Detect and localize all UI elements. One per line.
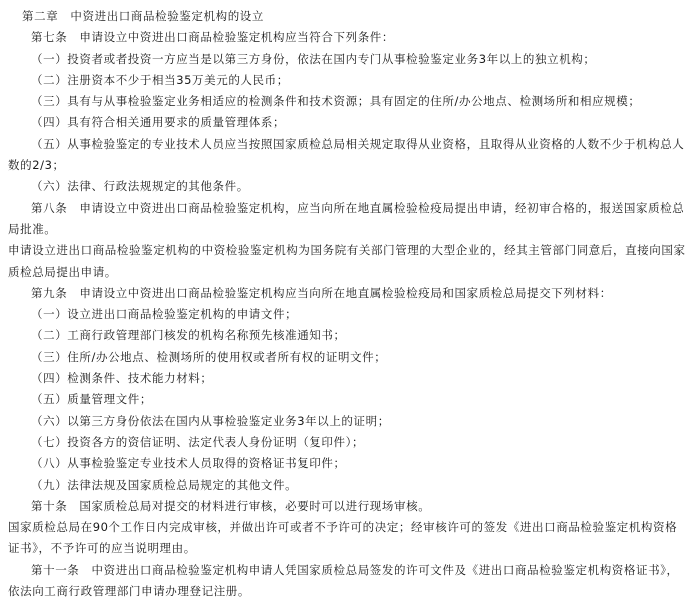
article-9-item-9: （九）法律法规及国家质检总局规定的其他文件。	[31, 477, 298, 492]
article-9-item-1: （一）设立进出口商品检验鉴定机构的申请文件；	[31, 307, 298, 322]
article-9-item-4: （四）检测条件、技术能力材料；	[31, 371, 213, 386]
article-8-supplement: 申请设立进出口商品检验鉴定机构的中资检验鉴定机构为国务院有关部门管理的大型企业的，经其主管部门同意后，直接向国家质检总局提出申请。	[8, 243, 686, 279]
article-7-item-6: （六）法律、行政法规规定的其他条件。	[31, 179, 249, 194]
article-9-item-7: （七）投资各方的资信证明、法定代表人身份证明（复印件）；	[31, 434, 365, 449]
article-7-item-1: （一）投资者或者投资一方应当是以第三方身份，依法在国内专门从事检验鉴定业务3年以上的独立机构；	[31, 51, 596, 66]
chapter-title: 第二章 中资进出口商品检验鉴定机构的设立	[22, 9, 264, 23]
article-9-item-2: （二）工商行政管理部门核发的机构名称预先核准通知书；	[31, 328, 346, 343]
article-8-paragraph: 第八条 申请设立中资进出口商品检验鉴定机构，应当向所在地直属检验检疫局提出申请，经初审合格的，报送国家质检总局批准。	[8, 200, 685, 236]
article-9-item-5: （五）质量管理文件；	[31, 392, 152, 407]
article-10-supplement: 国家质检总局在90个工作日内完成审核，并做出许可或者不予许可的决定；经审核许可的签发《进出口商品检验鉴定机构资格证书》，不予许可的应当说明理由。	[8, 520, 678, 556]
article-9-item-8: （八）从事检验鉴定专业技术人员取得的资格证书复印件；	[31, 456, 346, 471]
article-7-item-4: （四）具有符合相关通用要求的质量管理体系；	[31, 115, 286, 130]
article-10-paragraph: 第十条 国家质检总局对提交的材料进行审核，必要时可以进行现场审核。	[31, 498, 431, 513]
article-7-paragraph: 第七条 申请设立中资进出口商品检验鉴定机构应当符合下列条件：	[31, 30, 394, 45]
article-7-item-5: （五）从事检验鉴定的专业技术人员应当按照国家质检总局相关规定取得从业资格，且取得从业资格的人数不少于机构总人数的2/3；	[8, 136, 685, 173]
article-9-item-6: （六）以第三方身份依法在国内从事检验鉴定业务3年以上的证明；	[31, 413, 390, 428]
article-11-paragraph: 第十一条 中资进出口商品检验鉴定机构申请人凭国家质检总局签发的许可文件及《进出口商品检验鉴定机构资格证书》，依法向工商行政管理部门申请办理登记注册。	[8, 562, 679, 599]
article-7-item-2: （二）注册资本不少于相当35万美元的人民币；	[31, 72, 289, 87]
article-7-item-3: （三）具有与从事检验鉴定业务相适应的检测条件和技术资源；具有固定的住所/办公地点、检测场所和相应规模；	[31, 94, 641, 109]
article-9-item-3: （三）住所/办公地点、检测场所的使用权或者所有权的证明文件；	[31, 349, 387, 364]
document-body	[8, 6, 688, 602]
article-9-paragraph: 第九条 申请设立中资进出口商品检验鉴定机构应当向所在地直属检验检疫局和国家质检总局提交下列材料：	[31, 285, 612, 300]
